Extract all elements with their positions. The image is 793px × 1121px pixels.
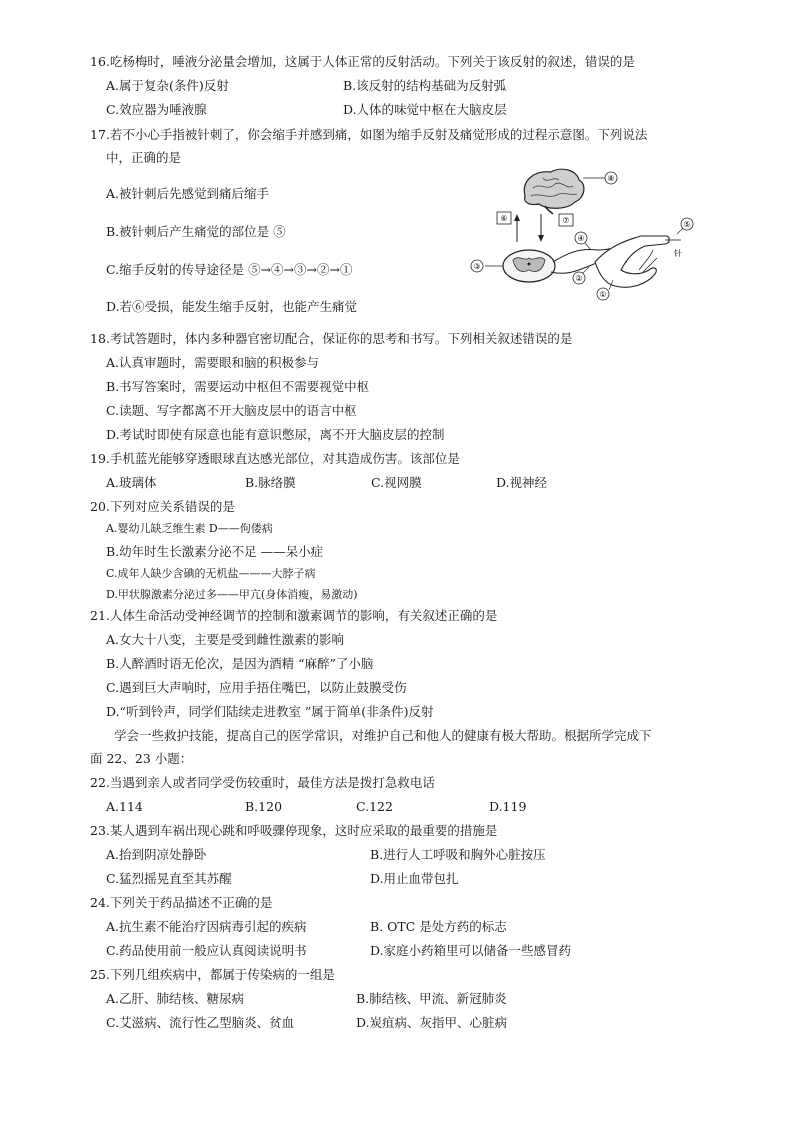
q24-option-b: B. OTC 是处方药的标志 — [370, 919, 507, 934]
q25-option-a: A.乙肝、肺结核、糖尿病 — [106, 991, 245, 1006]
q17-option-a: A.被针刺后先感觉到痛后缩手 — [106, 186, 270, 201]
q17-stem-line2: 中，正确的是 — [106, 150, 182, 165]
q19-option-d: D.视神经 — [496, 475, 548, 490]
label-1: ① — [599, 290, 607, 299]
label-8: ⑧ — [607, 174, 615, 183]
q22-stem: 22.当遇到亲人或者同学受伤较重时，最佳方法是拨打急救电话 — [90, 775, 435, 790]
q17-option-c: C.缩手反射的传导途径是 ⑤→④→③→②→① — [106, 262, 353, 277]
q24-option-c: C.药品使用前一般应认真阅读说明书 — [106, 943, 307, 958]
q23-option-b: B.进行人工呼吸和胸外心脏按压 — [370, 847, 546, 862]
q21-option-b: B.人醉酒时语无伦次，是因为酒精 “麻醉”了小脑 — [106, 656, 374, 671]
arm-illustration — [595, 236, 669, 287]
label-5: ⑤ — [683, 220, 691, 229]
q16-option-d: D.人体的味觉中枢在大脑皮层 — [343, 102, 507, 117]
label-4: ④ — [577, 234, 585, 243]
q19-option-c: C.视网膜 — [371, 475, 422, 490]
q24-option-a: A.抗生素不能治疗因病毒引起的疾病 — [106, 919, 307, 934]
q19-stem: 19.手机蓝光能够穿透眼球直达感光部位，对其造成伤害。该部位是 — [90, 451, 460, 466]
q21-option-a: A.女大十八变，主要是受到雌性激素的影响 — [106, 632, 345, 647]
q18-option-d: D.考试时即使有尿意也能有意识憋尿，离不开大脑皮层的控制 — [106, 427, 445, 442]
q18-option-a: A.认真审题时，需要眼和脑的积极参与 — [106, 355, 320, 370]
section-intro-line2: 面 22、23 小题： — [90, 751, 193, 766]
q18-option-c: C.读题、写字都离不开大脑皮层中的语言中枢 — [106, 403, 357, 418]
q25-stem: 25.下列几组疾病中，都属于传染病的一组是 — [90, 967, 335, 982]
q20-option-b: B.幼年时生长激素分泌不足 ——呆小症 — [106, 544, 324, 559]
q19-option-a: A.玻璃体 — [106, 475, 157, 490]
q21-option-c: C.遇到巨大声响时，应用手捂住嘴巴，以防止鼓膜受伤 — [106, 680, 407, 695]
q22-option-d: D.119 — [489, 799, 527, 814]
q19-option-b: B.脉络膜 — [245, 475, 296, 490]
q23-option-c: C.猛烈摇晃直至其苏醒 — [106, 871, 232, 886]
q25-option-b: B.肺结核、甲流、新冠肺炎 — [356, 991, 507, 1006]
q18-stem: 18.考试答题时，体内多种器官密切配合，保证你的思考和书写。下列相关叙述错误的是 — [90, 331, 573, 346]
needle-label: 针 — [674, 249, 682, 258]
q24-stem: 24.下列关于药品描述不正确的是 — [90, 895, 273, 910]
q16-option-a: A.属于复杂(条件)反射 — [106, 78, 229, 93]
q16-option-b: B.该反射的结构基础为反射弧 — [343, 78, 507, 93]
brain-illustration — [524, 169, 584, 214]
q20-option-d: D.甲状腺激素分泌过多——甲亢(身体消瘦，易激动) — [106, 588, 358, 601]
q20-option-c: C.成年人缺少含碘的无机盐———大脖子病 — [106, 567, 316, 580]
q21-stem: 21.人体生命活动受神经调节的控制和激素调节的影响，有关叙述正确的是 — [90, 608, 498, 623]
q21-option-d: D.“听到铃声，同学们陆续走进教室 ”属于简单(非条件)反射 — [106, 704, 434, 719]
label-6: ⑥ — [500, 214, 508, 223]
q22-option-a: A.114 — [106, 799, 143, 814]
q17-option-b: B.被针刺后产生痛觉的部位是 ⑤ — [106, 224, 286, 239]
q23-stem: 23.某人遇到车祸出现心跳和呼吸骤停现象，这时应采取的最重要的措施是 — [90, 823, 498, 838]
label-2: ② — [575, 274, 583, 283]
q16-stem: 16.吃杨梅时，唾液分泌量会增加，这属于人体正常的反射活动。下列关于该反射的叙述，错误的是 — [90, 54, 635, 69]
q17-option-d: D.若⑥受损，能发生缩手反射，也能产生痛觉 — [106, 299, 358, 314]
q16-option-c: C.效应器为唾液腺 — [106, 102, 207, 117]
q23-option-a: A.抬到阴凉处静卧 — [106, 847, 207, 862]
q22-option-c: C.122 — [356, 799, 393, 814]
q18-option-b: B.书写答案时，需要运动中枢但不需要视觉中枢 — [106, 379, 370, 394]
label-7: ⑦ — [562, 216, 570, 225]
label-3: ③ — [473, 262, 481, 271]
q20-option-a: A.婴幼儿缺乏维生素 D——佝偻病 — [106, 522, 273, 535]
q23-option-d: D.用止血带包扎 — [370, 871, 459, 886]
q22-option-b: B.120 — [245, 799, 283, 814]
q24-option-d: D.家庭小药箱里可以储备一些感冒药 — [370, 943, 572, 958]
spinal-cord-illustration — [503, 250, 555, 282]
q25-option-c: C.艾滋病、流行性乙型脑炎、贫血 — [106, 1015, 295, 1030]
reflex-arc-diagram — [463, 166, 698, 306]
q25-option-d: D.炭疽病、灰指甲、心脏病 — [356, 1015, 508, 1030]
q17-stem-line1: 17.若不小心手指被针刺了，你会缩手并感到痛，如图为缩手反射及痛觉形成的过程示意图。下列说法 — [90, 127, 648, 142]
q20-stem: 20.下列对应关系错误的是 — [90, 499, 235, 514]
section-intro-line1: 学会一些救护技能，提高自己的医学常识，对维护自己和他人的健康有极大帮助。根据所学完成下 — [114, 728, 652, 743]
